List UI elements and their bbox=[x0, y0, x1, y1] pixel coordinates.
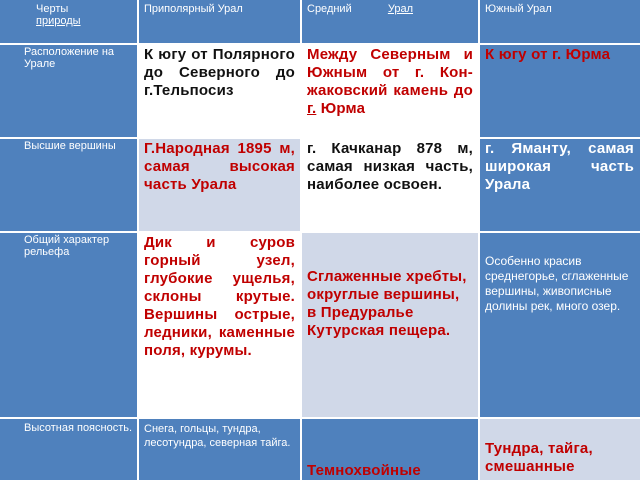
row-location-subpolar bbox=[138, 44, 301, 138]
grid-divider bbox=[478, 0, 480, 480]
row-zonation-southern bbox=[479, 418, 640, 480]
header-col-southern-label: Южный Урал bbox=[485, 3, 552, 15]
header-col-middle-label-b: Урал bbox=[387, 3, 414, 15]
row-location-middle-underlined: г. bbox=[307, 100, 317, 117]
row-relief-subpolar-text: Дик и суров горный узел, глубокие ущелья, склоны крутые. Вершины острые, ледники, каменные поля, курумы. bbox=[144, 234, 295, 359]
grid-divider bbox=[137, 0, 139, 480]
grid-divider bbox=[0, 137, 640, 139]
row-location-subpolar-text: К югу от Полярного до Северного до г.Тельпосиз bbox=[144, 46, 295, 99]
row-zonation-label bbox=[0, 418, 138, 480]
row-peaks-subpolar-text: Г.Народная 1895 м, самая высокая часть Урала bbox=[144, 140, 295, 193]
grid-divider bbox=[0, 43, 640, 45]
header-col-subpolar bbox=[138, 0, 301, 44]
row-zonation-middle-text: Темнохвойные bbox=[307, 462, 421, 479]
row-location-southern-text: К югу от г. Юрма bbox=[485, 46, 611, 63]
row-zonation-label-text: Высотная поясность. bbox=[24, 422, 133, 434]
grid-divider bbox=[300, 0, 302, 480]
row-relief-southern-text: Особенно красив среднегорье, сглаженные вершины, живописные долины рек, много озер. bbox=[485, 254, 629, 313]
row-location-middle-text: Между Северным и Южным от г. Кон-жаковский камень до bbox=[307, 46, 473, 99]
row-location-southern bbox=[479, 44, 640, 138]
row-location-label bbox=[0, 44, 138, 138]
row-peaks-label-text: Высшие вершины bbox=[24, 140, 116, 152]
row-relief-subpolar bbox=[138, 232, 301, 418]
header-col-subpolar-label: Приполярный Урал bbox=[144, 3, 243, 15]
row-location-label-text: Расположение на Урале bbox=[24, 46, 115, 70]
row-peaks-southern-text: г. Яманту, самая широкая часть Урала bbox=[485, 140, 634, 193]
row-peaks-middle-text: г. Качканар 878 м, самая низкая часть, наиболее освоен. bbox=[307, 140, 473, 193]
row-peaks-subpolar bbox=[138, 138, 301, 232]
row-relief-southern bbox=[479, 232, 640, 418]
row-location-middle-text-end: Юрма bbox=[316, 100, 366, 117]
row-zonation-southern-text: Тундра, тайга, смешанные bbox=[485, 440, 593, 475]
row-location-middle bbox=[301, 44, 479, 138]
grid-divider bbox=[0, 417, 640, 419]
row-relief-middle-text: Сглаженные хребты, округлые вершины, в Предуралье Кутурская пещера. bbox=[307, 268, 467, 339]
row-zonation-subpolar-text: Снега, гольцы, тундра, лесотундра, северная тайга. bbox=[144, 423, 291, 449]
row-peaks-middle bbox=[301, 138, 479, 232]
row-peaks-label bbox=[0, 138, 138, 232]
row-peaks-southern bbox=[479, 138, 640, 232]
grid-divider bbox=[0, 231, 640, 233]
header-col-features-line2: природы bbox=[36, 15, 81, 27]
header-col-middle-label-a: Средний bbox=[307, 3, 352, 15]
row-zonation-subpolar bbox=[138, 418, 301, 480]
row-relief-middle bbox=[301, 232, 479, 418]
header-col-features bbox=[0, 0, 138, 44]
row-relief-label bbox=[0, 232, 138, 418]
header-col-features-line1: Черты bbox=[36, 3, 69, 15]
row-relief-label-text: Общий характер рельефа bbox=[24, 234, 110, 258]
header-col-middle bbox=[301, 0, 479, 44]
row-zonation-middle bbox=[301, 418, 479, 480]
header-col-southern bbox=[479, 0, 640, 44]
